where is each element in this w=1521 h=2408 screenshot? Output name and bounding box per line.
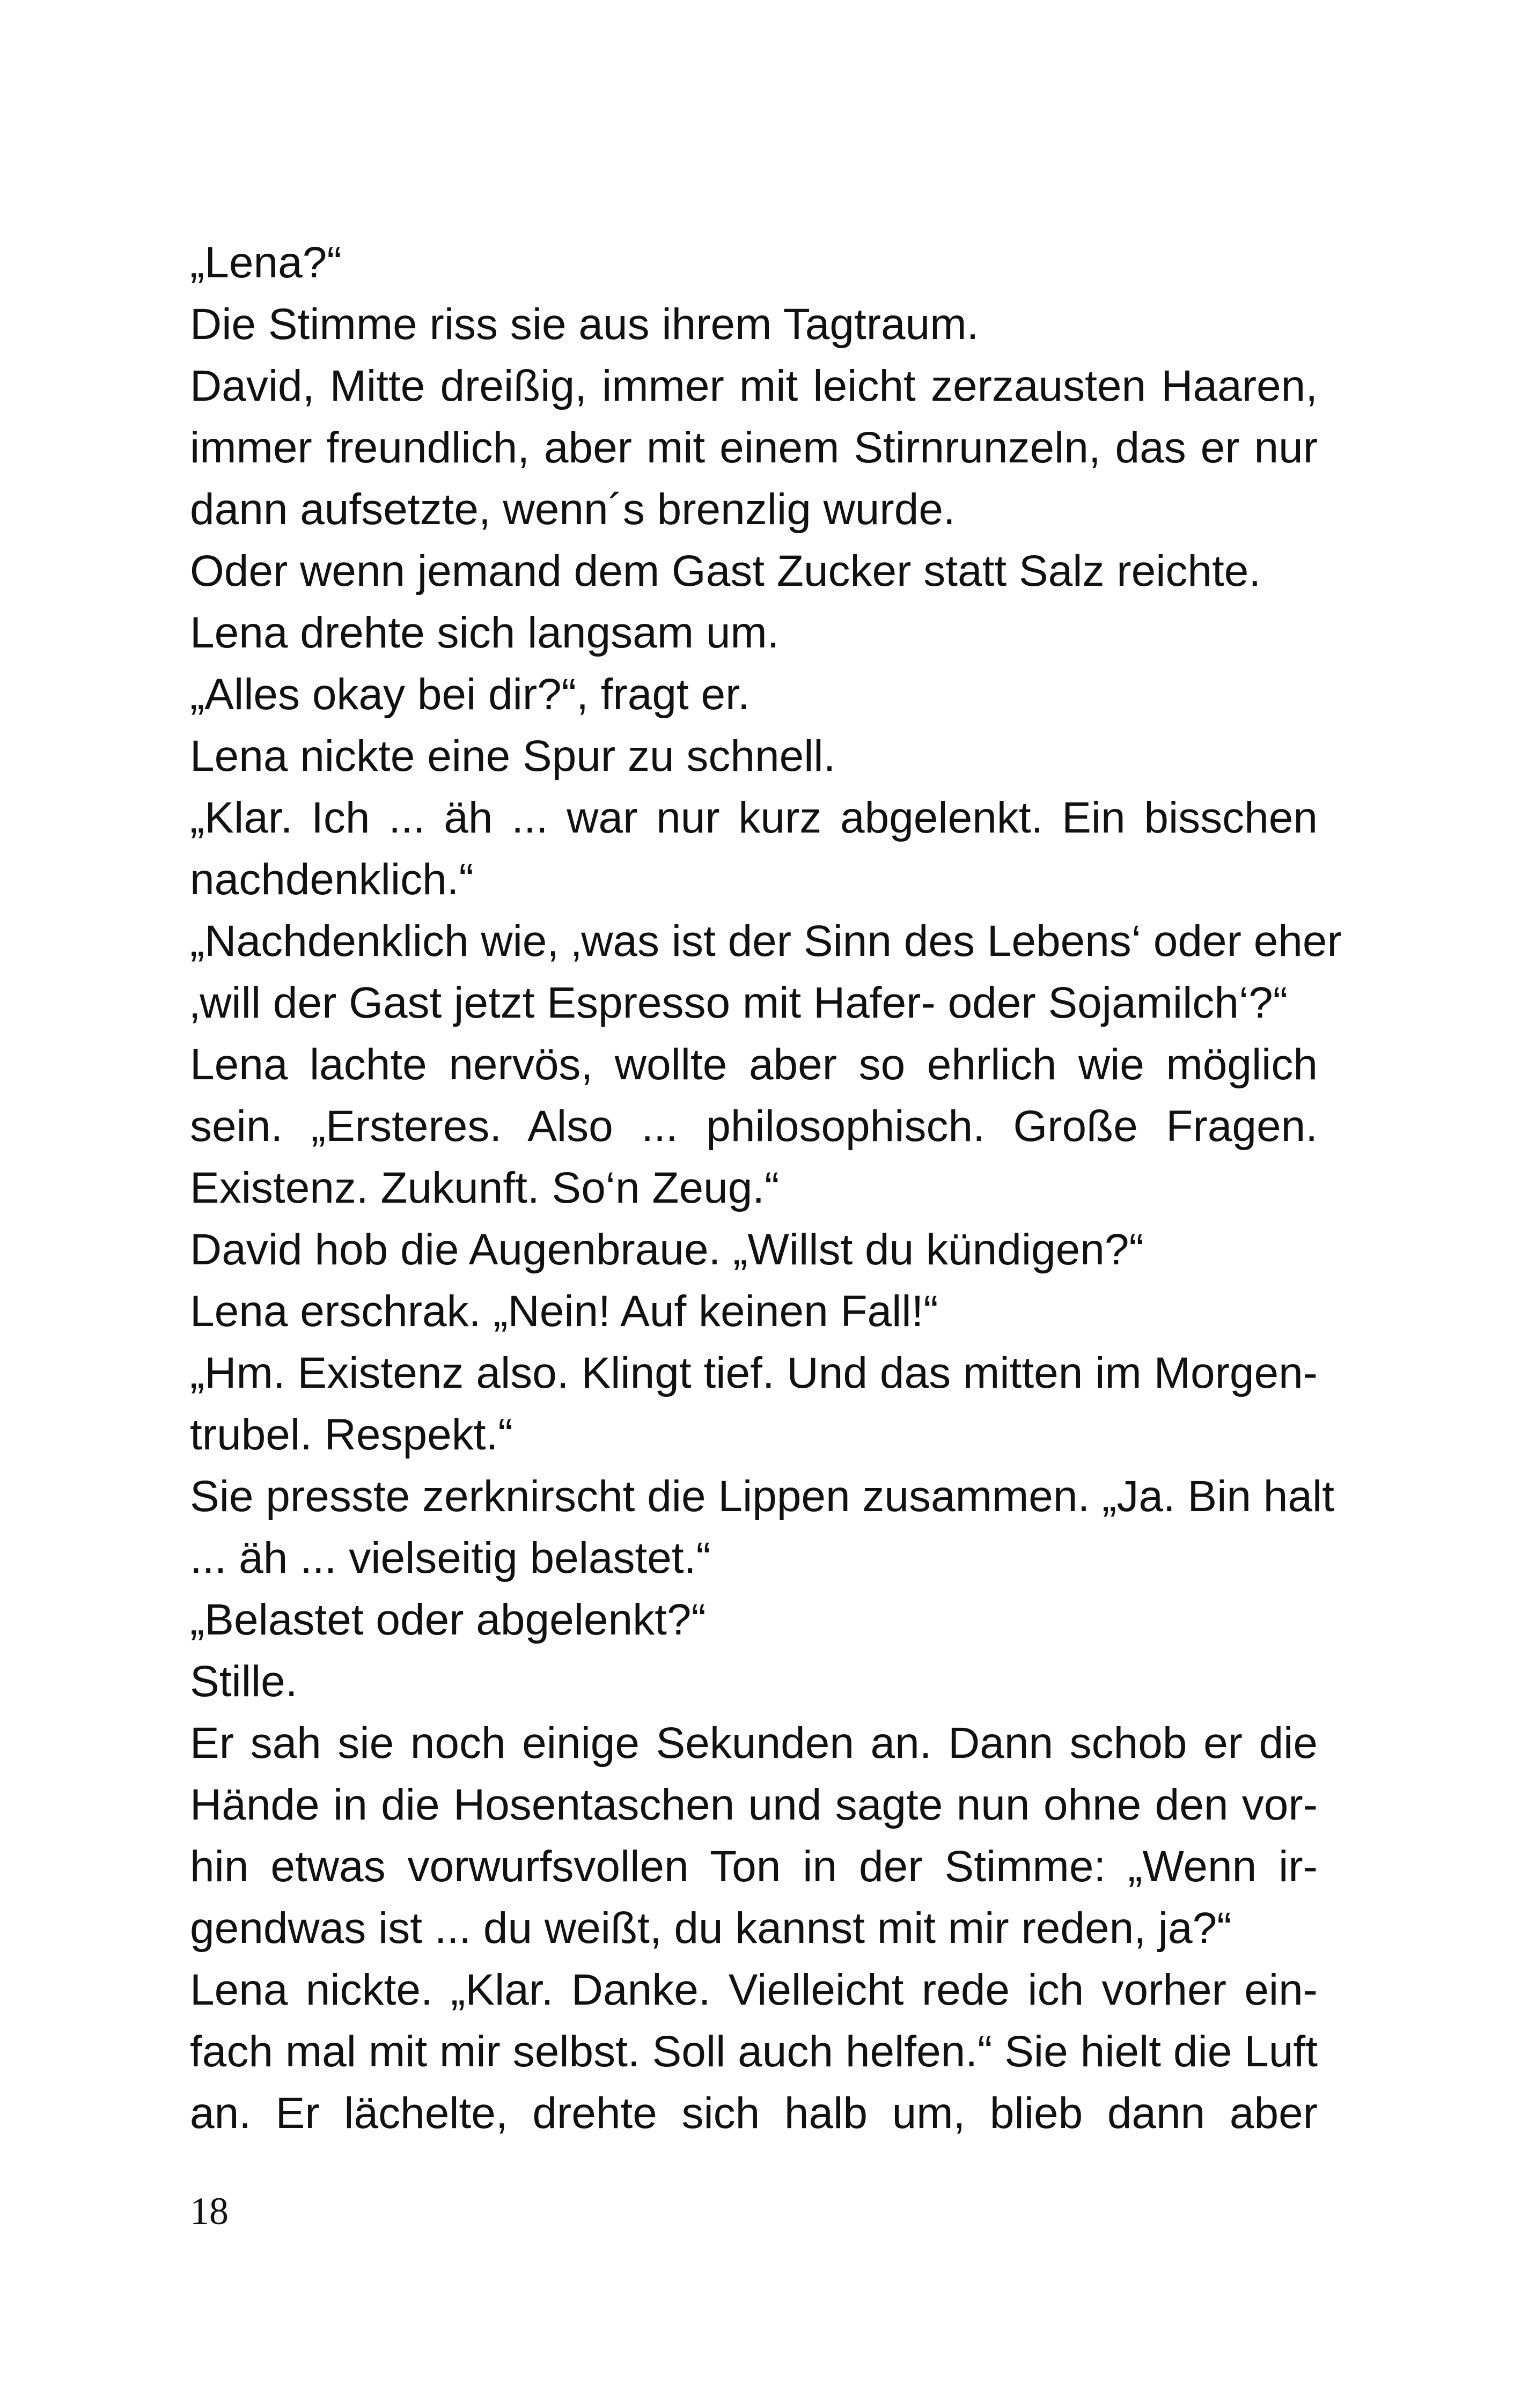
text-line: David, Mitte dreißig, immer mit leicht zerzausten Haaren, <box>190 362 1318 410</box>
text-line: Lena drehte sich langsam um. <box>190 608 780 657</box>
page-number: 18 <box>190 2190 229 2233</box>
text-line: immer freundlich, aber mit einem Stirnrunzeln, das er nur <box>190 423 1318 472</box>
text-line: Er sah sie noch einige Sekunden an. Dann schob er die <box>190 1719 1318 1768</box>
text-line: Die Stimme riss sie aus ihrem Tagtraum. <box>190 300 979 349</box>
text-line: „Klar. Ich ... äh ... war nur kurz abgelenkt. Ein bisschen <box>190 793 1318 842</box>
body-text <box>190 232 1342 2144</box>
text-line: sein. „Ersteres. Also ... philosophisch. Große Fragen. <box>190 1102 1318 1151</box>
text-line: „Hm. Existenz also. Klingt tief. Und das mitten im Morgen- <box>190 1349 1318 1397</box>
text-line: „Belastet oder abgelenkt?“ <box>190 1595 706 1644</box>
text-line: „Alles okay bei dir?“, fragt er. <box>190 670 750 719</box>
text-line: gendwas ist ... du weißt, du kannst mit mir reden, ja?“ <box>190 1904 1232 1953</box>
text-line: Existenz. Zukunft. So‘n Zeug.“ <box>190 1164 780 1212</box>
text-line: Lena erschrak. „Nein! Auf keinen Fall!“ <box>190 1287 938 1336</box>
text-line: an. Er lächelte, drehte sich halb um, blieb dann aber <box>190 2089 1318 2138</box>
text-line: „Nachdenklich wie, ‚was ist der Sinn des Lebens‘ oder eher <box>190 917 1342 966</box>
text-line: nachdenklich.“ <box>190 855 474 904</box>
text-line: Lena nickte. „Klar. Danke. Vielleicht rede ich vorher ein- <box>190 1965 1318 2014</box>
text-line: Hände in die Hosentaschen und sagte nun ohne den vor- <box>190 1780 1318 1829</box>
text-line: Sie presste zerknirscht die Lippen zusammen. „Ja. Bin halt <box>190 1472 1335 1521</box>
text-line: dann aufsetzte, wenn´s brenzlig wurde. <box>190 485 956 534</box>
text-line: hin etwas vorwurfsvollen Ton in der Stimme: „Wenn ir- <box>190 1842 1318 1891</box>
text-line: Lena nickte eine Spur zu schnell. <box>190 732 836 780</box>
text-line: Lena lachte nervös, wollte aber so ehrlich wie möglich <box>190 1040 1318 1089</box>
text-line: David hob die Augenbraue. „Willst du kündigen?“ <box>190 1225 1144 1274</box>
text-line: Stille. <box>190 1657 298 1706</box>
text-line: „Lena?“ <box>190 238 342 287</box>
text-line: fach mal mit mir selbst. Soll auch helfen.“ Sie hielt die Luft <box>190 2027 1318 2076</box>
text-line: trubel. Respekt.“ <box>190 1410 513 1459</box>
text-line: ... äh ... vielseitig belastet.“ <box>190 1534 711 1582</box>
text-line: Oder wenn jemand dem Gast Zucker statt Salz reichte. <box>190 547 1261 595</box>
text-line: ‚will der Gast jetzt Espresso mit Hafer- oder Sojamilch‘?“ <box>190 978 1288 1027</box>
